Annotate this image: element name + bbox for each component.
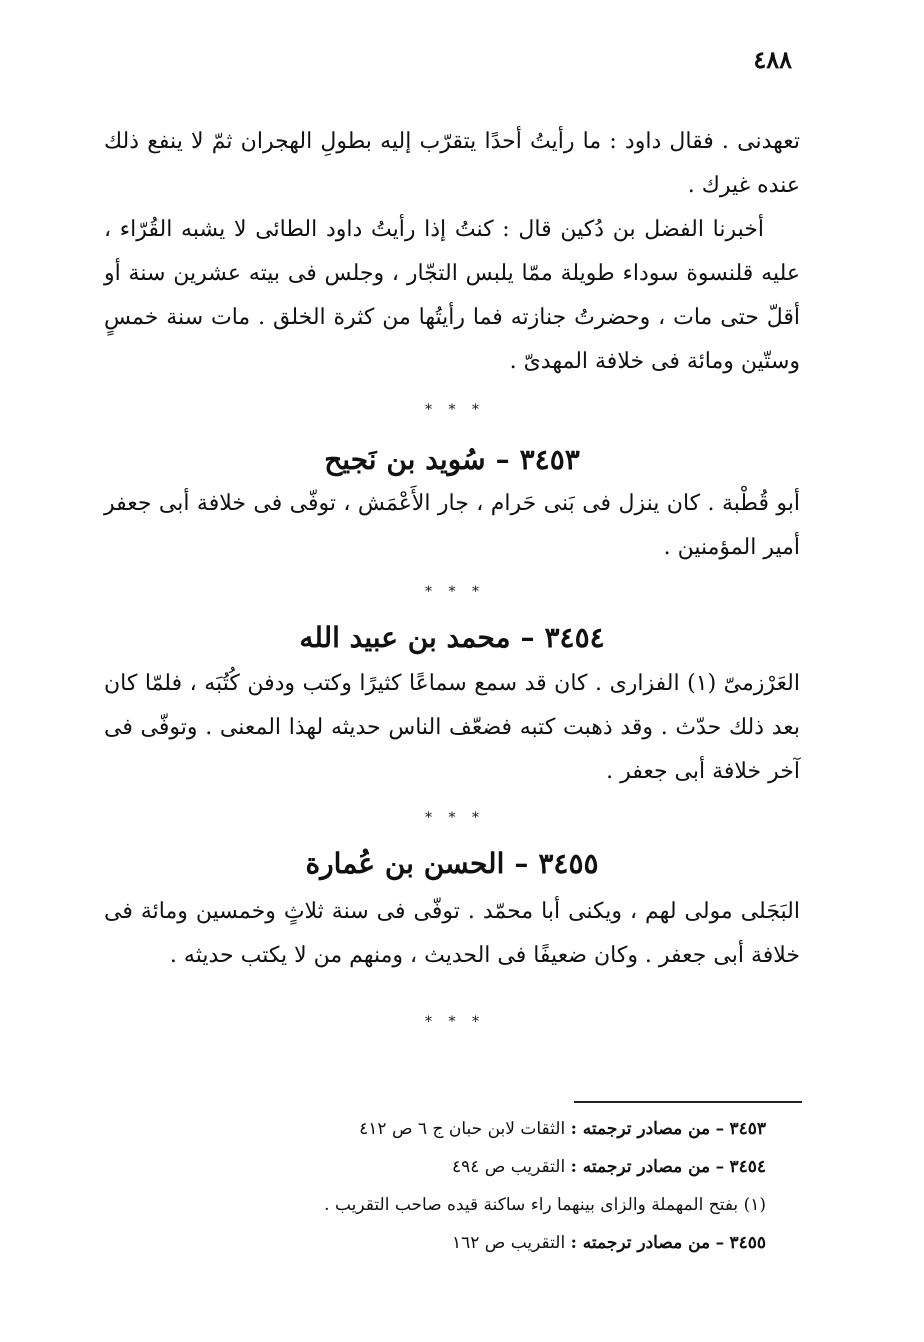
footnotes (104, 1110, 766, 1262)
entry-number: ٣٤٥٤ (544, 621, 605, 654)
footnote-3454 (104, 1148, 766, 1186)
footnote-label: من مصادر ترجمته : (570, 1157, 711, 1177)
footnote-text: التقريب ص ١٦٢ (451, 1233, 566, 1253)
page-number: ٤٨٨ (753, 45, 792, 74)
entry-paragraph: العَرْزمىّ (١) الفزارى . كان قد سمع سماعًا كثيرًا وكتب ودفن كُتُبَه ، فلمّا كان بعد ذلك حدّث . وقد ذهبت كتبه فضعّف الناس حديثه لهذا المعنى . وتوفّى فى آخر خلافة أبى جعفر . (104, 671, 800, 784)
entry-heading-3453 (104, 440, 800, 480)
footnote-dash: – (715, 1233, 725, 1253)
footnote-1 (104, 1186, 766, 1224)
footnote-label: من مصادر ترجمته : (570, 1119, 711, 1139)
entry-text-3454 (104, 662, 800, 794)
footnote-text: التقريب ص ٤٩٤ (451, 1157, 566, 1177)
footnote-dash: – (715, 1119, 725, 1139)
footnote-label: من مصادر ترجمته : (570, 1233, 711, 1253)
footnote-number: ٣٤٥٤ (729, 1157, 766, 1177)
intro-paragraph-2: أخبرنا الفضل بن دُكين قال : كنتُ إذا رأيتُ داود الطائى لا يشبه القُرّاء ، عليه قلنسوة سوداء طويلة ممّا يلبس التجّار ، وجلس فى بيته عشرين سنة أو أقلّ حتى مات ، وحضرتُ جنازته فما رأيتُها من كثرة الخلق . مات سنة خمسٍ وستّين ومائة فى خلافة المهدىّ . (104, 217, 800, 374)
entry-number: ٣٤٥٥ (538, 847, 599, 880)
section-separator: * * * (425, 1014, 485, 1030)
entry-name: محمد بن عبيد الله (299, 621, 511, 654)
section-separator: * * * (425, 584, 485, 600)
entry-heading-3454 (104, 618, 800, 658)
footnote-3455 (104, 1224, 766, 1262)
footnote-number: ٣٤٥٣ (729, 1119, 766, 1139)
entry-text-3455 (104, 890, 800, 978)
entry-dash: – (514, 847, 529, 880)
footnote-number: (١) (743, 1195, 766, 1215)
entry-heading-3455 (104, 844, 800, 884)
footnote-text: الثقات لابن حبان ج ٦ ص ٤١٢ (359, 1119, 566, 1139)
entry-text-3453 (104, 482, 800, 570)
footnote-divider (574, 1101, 802, 1103)
entry-name: سُويد بن نَجيح (324, 443, 486, 476)
section-separator: * * * (425, 810, 485, 826)
entry-number: ٣٤٥٣ (519, 443, 580, 476)
section-separator: * * * (425, 402, 485, 418)
intro-paragraph-1: تعهدنى . فقال داود : ما رأيتُ أحدًا يتقرّب إليه بطولِ الهجران ثمّ لا ينفع ذلك عنده غيرك . (104, 129, 800, 198)
entry-paragraph: البَجَلى مولى لهم ، ويكنى أبا محمّد . توفّى فى سنة ثلاثٍ وخمسين ومائة فى خلافة أبى جعفر . وكان ضعيفًا فى الحديث ، ومنهم من لا يكتب حديثه . (104, 899, 800, 968)
entry-paragraph: أبو قُطْبة . كان ينزل فى بَنى حَرام ، جار الأَعْمَش ، توفّى فى خلافة أبى جعفر أمير المؤمنين . (104, 491, 800, 560)
footnote-number: ٣٤٥٥ (729, 1233, 766, 1253)
footnote-dash: – (715, 1157, 725, 1177)
entry-dash: – (520, 621, 535, 654)
entry-name: الحسن بن عُمارة (305, 847, 505, 880)
footnote-text: بفتح المهملة والزاى بينهما راء ساكنة قيده صاحب التقريب . (324, 1195, 739, 1215)
intro-text (104, 120, 800, 384)
footnote-3453 (104, 1110, 766, 1148)
entry-dash: – (495, 443, 510, 476)
